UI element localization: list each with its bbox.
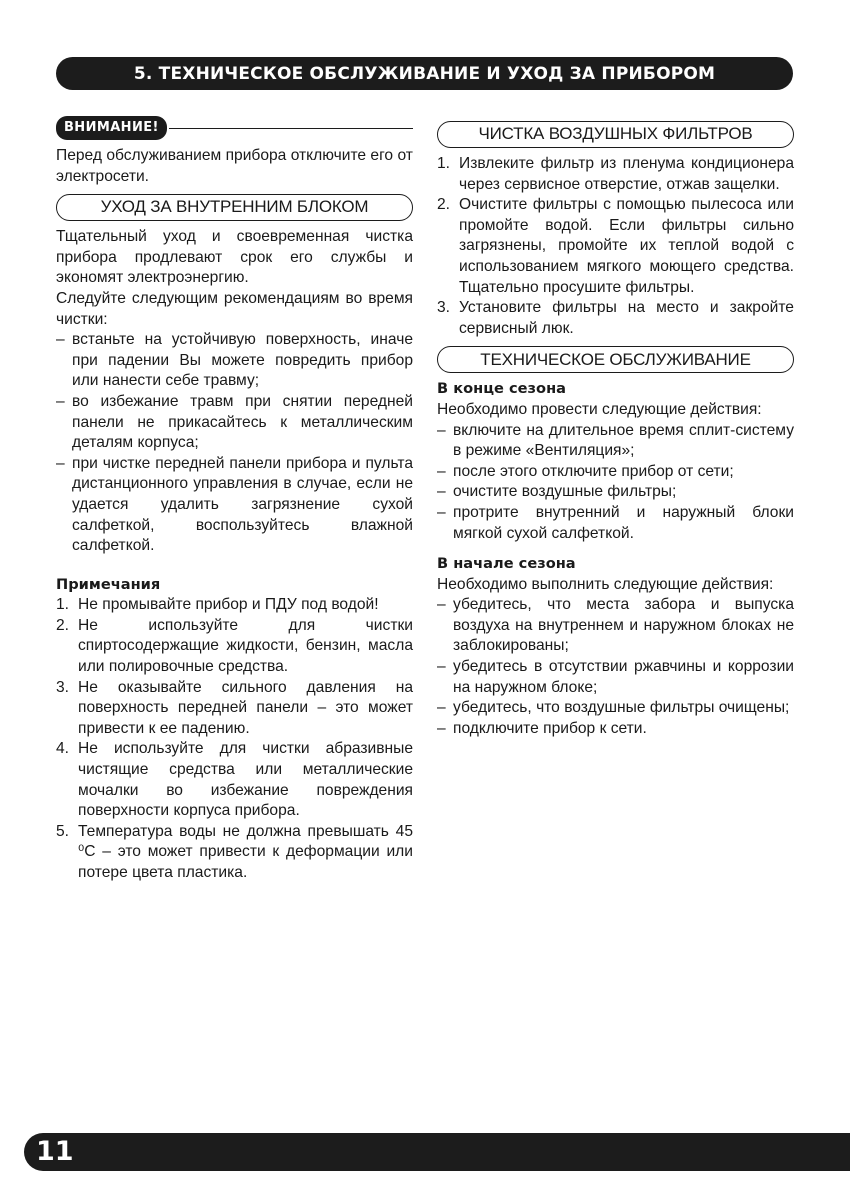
right-column — [437, 121, 794, 739]
list-item — [56, 595, 413, 616]
indoor-intro-1: Тщательный уход и своевременная чистка прибора продлевают срок его службы и экономят электроэнергию. — [56, 228, 413, 287]
list-item: – после этого отключите прибор от сети; — [437, 462, 794, 483]
section-header — [56, 57, 793, 90]
item-number: 1. — [437, 155, 451, 172]
indoor-intro-2: Следуйте следующим рекомендациям во время чистки: — [56, 289, 413, 328]
list-item — [56, 616, 413, 678]
item-number: 1. — [56, 596, 70, 614]
list-item: – убедитесь, что воздушные фильтры очищены; — [437, 698, 794, 719]
page-number: 11 — [36, 1136, 74, 1167]
item-number: 3. — [437, 299, 451, 317]
item-number: 3. — [56, 678, 70, 696]
season-start-intro: Необходимо выполнить следующие действия: — [437, 575, 774, 593]
indoor-care-heading — [56, 194, 413, 221]
warning-header — [56, 117, 413, 139]
list-item: – при чистке передней панели прибора и пульта дистанционного управления в случае, если не удается удалить загрязнение сухой салфеткой, воспользуйтесь влажной салфеткой. — [56, 454, 413, 557]
list-item: – убедитесь, что места забора и выпуска воздуха на внутреннем и наружном блоках не заблокированы; — [437, 595, 794, 657]
item-text: Извлеките фильтр из пленума кондиционера через сервисное отверстие, отжав защелки. — [459, 155, 794, 193]
left-column — [56, 117, 413, 884]
season-start-title: В начале сезона — [437, 555, 576, 573]
item-text: Не промывайте прибор и ПДУ под водой! — [78, 596, 379, 614]
item-number: 2. — [56, 616, 70, 634]
list-item — [56, 822, 413, 884]
item-text: Установите фильтры на место и закройте сервисный люк. — [459, 299, 794, 337]
season-end-title: В конце сезона — [437, 380, 566, 398]
season-end-intro: Необходимо провести следующие действия: — [437, 400, 762, 418]
item-text: Не используйте для чистки спиртосодержащие жидкости, бензин, масла или полировочные средства. — [78, 616, 413, 676]
indoor-care-title: УХОД ЗА ВНУТРЕННИМ БЛОКОМ — [100, 197, 369, 217]
item-text: Очистите фильтры с помощью пылесоса или промойте водой. Если фильтры сильно загрязнены, промойте их теплой водой с использованием мягкого моющего средства. Тщательно просушите фильтры. — [459, 196, 794, 296]
footer-bar — [24, 1133, 850, 1171]
filters-heading — [437, 121, 794, 148]
list-item: – очистите воздушные фильтры; — [437, 482, 794, 503]
item-number: 5. — [56, 822, 70, 840]
item-text: Не оказывайте сильного давления на поверхность передней панели – это может привести к ее падению. — [78, 678, 413, 737]
warning-badge: ВНИМАНИЕ! — [56, 116, 167, 141]
notes-title: Примечания — [56, 575, 161, 593]
item-text: Температура воды не должна превышать 45 ⁰С – это может привести к деформации или потере цвета пластика. — [78, 822, 413, 881]
item-number: 4. — [56, 740, 70, 758]
list-item — [437, 298, 794, 339]
list-item — [56, 739, 413, 821]
list-item — [56, 678, 413, 740]
list-item: – включите на длительное время сплит-систему в режиме «Вентиляция»; — [437, 421, 794, 462]
filters-title: ЧИСТКА ВОЗДУШНЫХ ФИЛЬТРОВ — [478, 124, 753, 144]
list-item — [437, 195, 794, 298]
maintenance-title: ТЕХНИЧЕСКОЕ ОБСЛУЖИВАНИЕ — [480, 349, 751, 369]
list-item: – протрите внутренний и наружный блоки мягкой сухой салфеткой. — [437, 503, 794, 544]
list-item — [437, 154, 794, 195]
list-item: – во избежание травм при снятии передней панели не прикасайтесь к металлическим деталям корпуса; — [56, 392, 413, 454]
maintenance-heading — [437, 346, 794, 373]
list-item: – встаньте на устойчивую поверхность, иначе при падении Вы можете повредить прибор или нанести себе травму; — [56, 330, 413, 392]
list-item: – убедитесь в отсутствии ржавчины и коррозии на наружном блоке; — [437, 657, 794, 698]
warning-text: Перед обслуживанием прибора отключите его от электросети. — [56, 147, 413, 185]
section-title: 5. ТЕХНИЧЕСКОЕ ОБСЛУЖИВАНИЕ И УХОД ЗА ПРИБОРОМ — [133, 63, 716, 84]
warning-rule — [169, 128, 413, 129]
item-text: Не используйте для чистки абразивные чистящие средства или металлические мочалки во избежание повреждения поверхности корпуса прибора. — [78, 740, 413, 820]
item-number: 2. — [437, 196, 451, 214]
list-item: – подключите прибор к сети. — [437, 719, 794, 740]
